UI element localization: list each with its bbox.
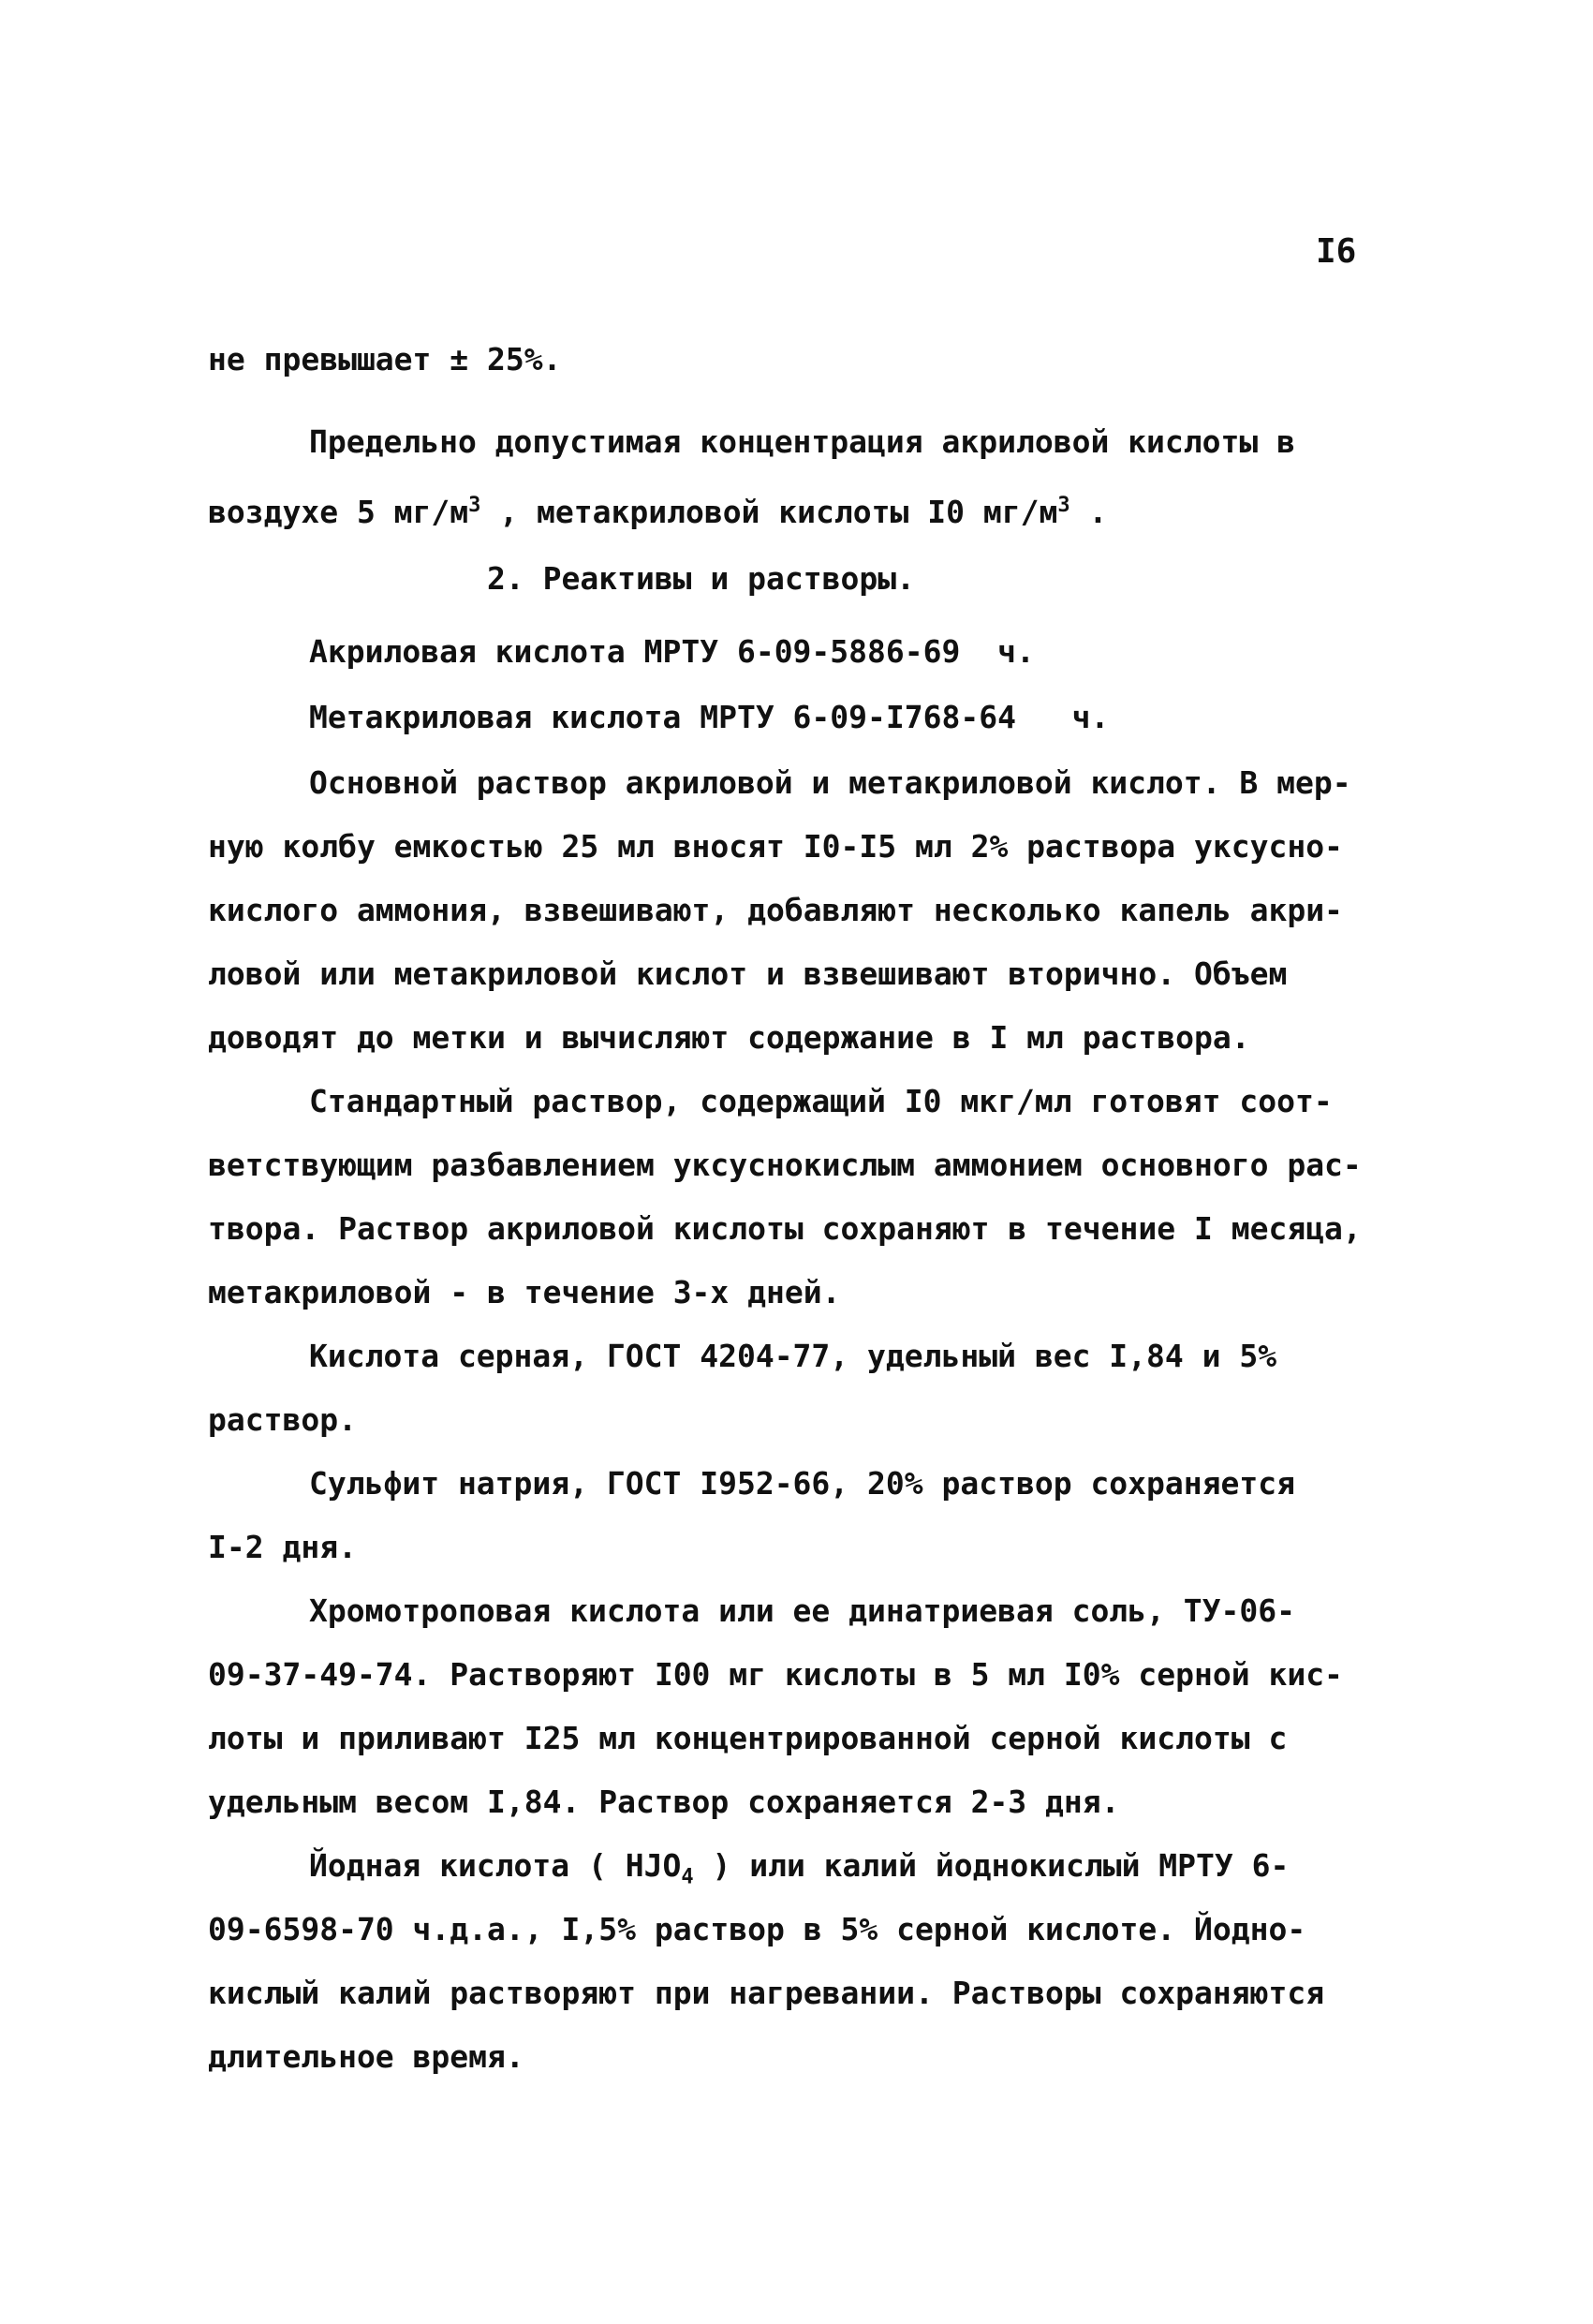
text-span: . — [1088, 494, 1108, 530]
text-line: Стандартный раствор, содержащий I0 мкг/мл готовят соот- — [309, 1083, 1333, 1119]
text-line: твора. Раствор акриловой кислоты сохраняют в течение I месяца, — [208, 1210, 1362, 1247]
text-line: Основной раствор акриловой и метакриловой кислот. В мер- — [309, 764, 1351, 801]
text-line: удельным весом I,84. Раствор сохраняется 2-3 дня. — [208, 1784, 1120, 1820]
text-line: раствор. — [208, 1401, 357, 1438]
page-number: I6 — [1316, 232, 1357, 271]
text-line: Сульфит натрия, ГОСТ I952-66, 20% раствор сохраняется — [309, 1465, 1295, 1502]
text-line: метакриловой - в течение 3-х дней. — [208, 1274, 841, 1310]
text-line: ловой или метакриловой кислот и взвешивают вторично. Объем — [208, 955, 1288, 992]
text-line: I-2 дня. — [208, 1529, 357, 1565]
text-line: доводят до метки и вычисляют содержание в I мл раствора. — [208, 1019, 1250, 1056]
text-line: Метакриловая кислота МРТУ 6-09-I768-64 ч. — [309, 699, 1110, 735]
text-line: Акриловая кислота МРТУ 6-09-5886-69 ч. — [309, 633, 1035, 670]
text-line: кислого аммония, взвешивают, добавляют несколько капель акри- — [208, 892, 1343, 928]
superscript: 3 — [468, 494, 481, 517]
text-line — [309, 1847, 1289, 1897]
text-line — [208, 487, 1107, 531]
text-span: воздухе 5 мг/м — [208, 494, 469, 530]
superscript: 3 — [1057, 494, 1070, 517]
text-line: ную колбу емкостью 25 мл вносят I0-I5 мл 2% раствора уксусно- — [208, 828, 1343, 865]
text-line: Хромотроповая кислота или ее динатриевая соль, ТУ-06- — [309, 1592, 1295, 1629]
text-line: лоты и приливают I25 мл концентрированной серной кислоты с — [208, 1720, 1288, 1756]
text-line: длительное время. — [208, 2038, 524, 2075]
text-line: Кислота серная, ГОСТ 4204-77, удельный вес I,84 и 5% — [309, 1338, 1277, 1374]
text-line: кислый калий растворяют при нагревании. Растворы сохраняются — [208, 1975, 1325, 2011]
text-span: ) или калий йоднокислый МРТУ 6- — [693, 1847, 1290, 1884]
subscript: 4 — [681, 1865, 694, 1889]
text-line: 09-37-49-74. Растворяют I00 мг кислоты в 5 мл I0% серной кис- — [208, 1656, 1343, 1693]
text-line: не превышает ± 25%. — [208, 341, 562, 377]
text-line: Предельно допустимая концентрация акриловой кислоты в — [309, 423, 1295, 460]
section-heading: 2. Реактивы и растворы. — [487, 560, 915, 597]
text-line: 09-6598-70 ч.д.а., I,5% раствор в 5% серной кислоте. Йодно- — [208, 1911, 1306, 1947]
text-line: ветствующим разбавлением уксуснокислым аммонием основного рас- — [208, 1147, 1362, 1183]
text-span: Йодная кислота ( НЈО — [309, 1847, 682, 1884]
text-span: , метакриловой кислоты I0 мг/м — [499, 494, 1058, 530]
